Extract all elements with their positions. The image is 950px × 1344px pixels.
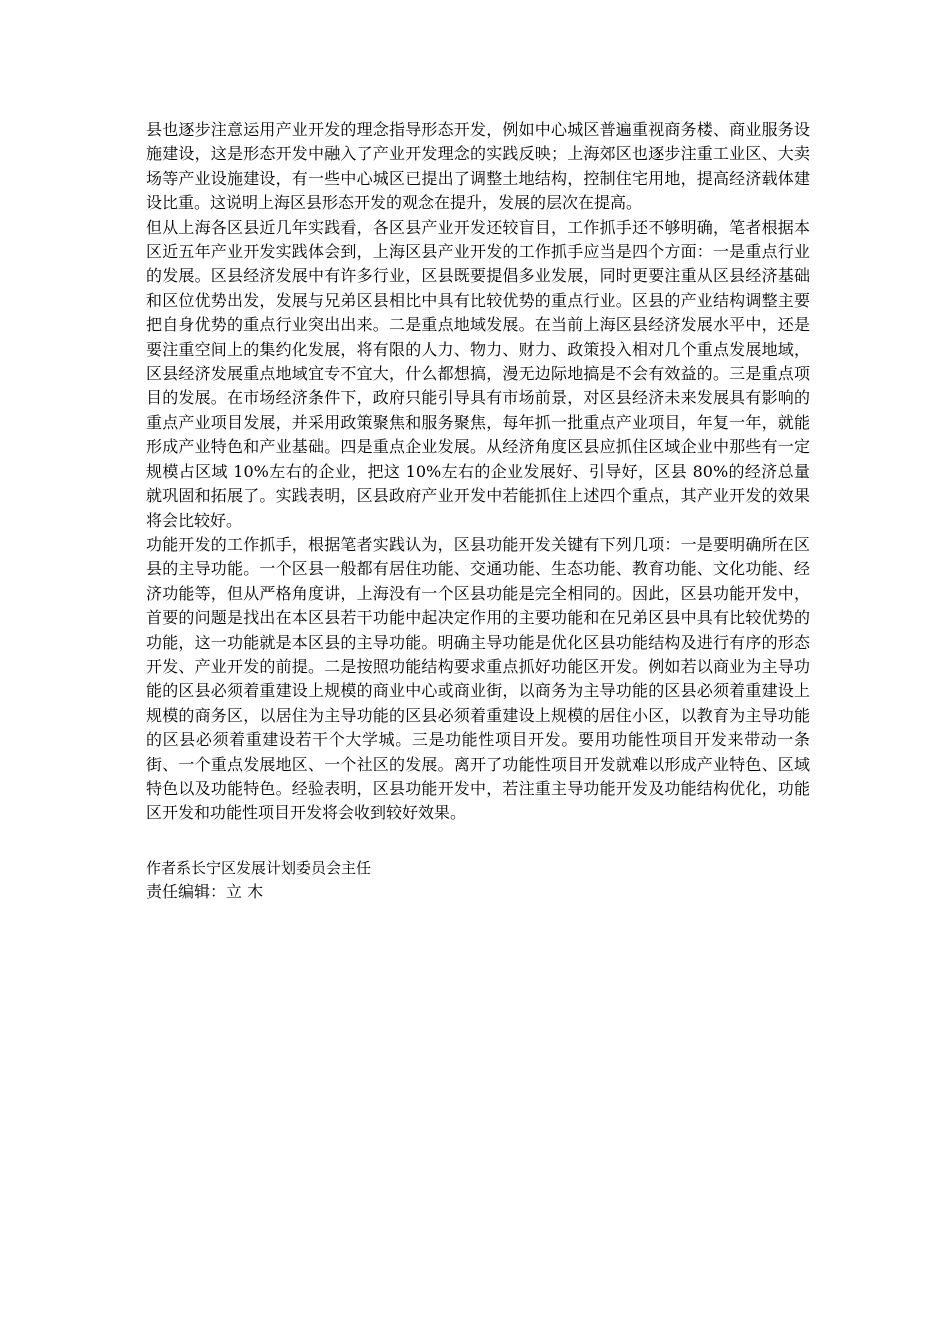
body-paragraph-2: 但从上海各区县近几年实践看，各区县产业开发还较盲目，工作抓手还不够明确，笔者根据本区近五年产业开发实践体会到，上海区县产业开发的工作抓手应当是四个方面：一是重点行业的发展。区县经济发展中有许多行业，区县既要提倡多业发展，同时更要注重从区县经济基础和区位优势出发，发展与兄弟区县相比中具有比较优势的重点行业。区县的产业结构调整主要把自身优势的重点行业突出出来。二是重点地域发展。在当前上海区县经济发展水平中，还是要注重空间上的集约化发展，将有限的人力、物力、财力、政策投入相对几个重点发展地域，区县经济发展重点地域宜专不宜大，什么都想搞，漫无边际地搞是不会有效益的。三是重点项目的发展。在市场经济条件下，政府只能引导具有市场前景，对区县经济未来发展具有影响的重点产业项目发展，并采用政策聚焦和服务聚焦，每年抓一批重点产业项目，年复一年，就能形成产业特色和产业基础。四是重点企业发展。从经济角度区县应抓住区域企业中那些有一定规模占区域 10%左右的企业，把这 10%左右的企业发展好、引导好，区县 80%的经济总量就巩固和拓展了。实践表明，区县政府产业开发中若能抓住上述四个重点，其产业开发的效果将会比较好。 (146, 217, 810, 530)
body-paragraph-1: 县也逐步注意运用产业开发的理念指导形态开发，例如中心城区普遍重视商务楼、商业服务设施建设，这是形态开发中融入了产业开发理念的实践反映；上海郊区也逐步注重工业区、大卖场等产业设施建设，有一些中心城区已提出了调整土地结构，控制住宅用地，提高经济载体建设比重。这说明上海区县形态开发的观念在提升，发展的层次在提高。 (146, 120, 810, 213)
paragraph-spacer (146, 826, 810, 856)
document-page (146, 118, 810, 904)
editor-credit: 责任编辑：立 木 (146, 881, 264, 901)
body-paragraph-3: 功能开发的工作抓手，根据笔者实践认为，区县功能开发关键有下列几项：一是要明确所在区县的主导功能。一个区县一般都有居住功能、交通功能、生态功能、教育功能、文化功能、经济功能等，但从严格角度讲，上海没有一个区县功能是完全相同的。因此，区县功能开发中，首要的问题是找出在本区县若干功能中起决定作用的主要功能和在兄弟区县中具有比较优势的功能，这一功能就是本区县的主导功能。明确主导功能是优化区县功能结构及进行有序的形态开发、产业开发的前提。二是按照功能结构要求重点抓好功能区开发。例如若以商业为主导功能的区县必须着重建设上规模的商业中心或商业街，以商务为主导功能的区县必须着重建设上规模的商务区，以居住为主导功能的区县必须着重建设上规模的居住小区，以教育为主导功能的区县必须着重建设若干个大学城。三是功能性项目开发。要用功能性项目开发来带动一条街、一个重点发展地区、一个社区的发展。离开了功能性项目开发就难以形成产业特色、区域特色以及功能特色。经验表明，区县功能开发中，若注重主导功能开发及功能结构优化，功能区开发和功能性项目开发将会收到较好效果。 (146, 534, 810, 823)
author-note: 作者系长宁区发展计划委员会主任 (146, 858, 372, 877)
